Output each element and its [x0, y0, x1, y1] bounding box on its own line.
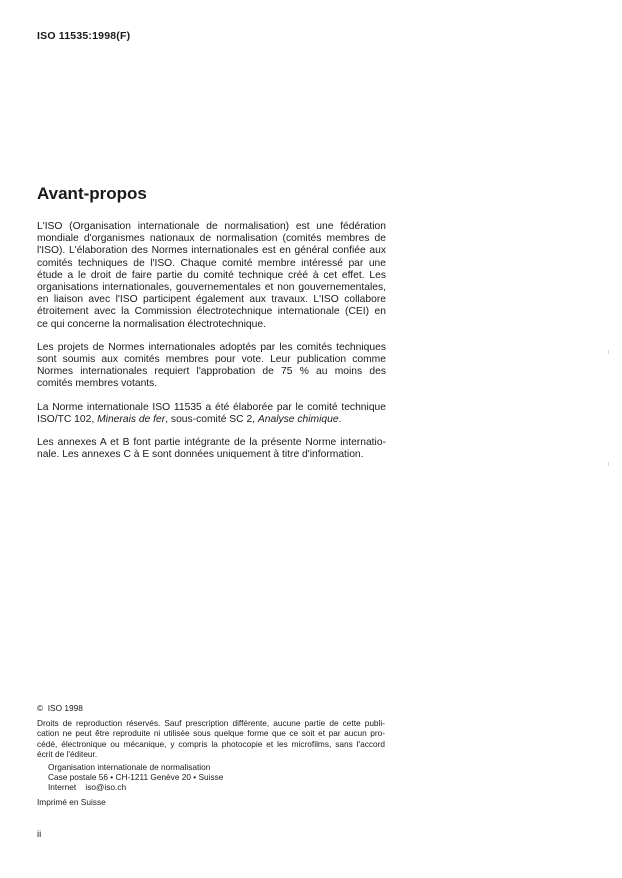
scan-speck [608, 350, 609, 354]
paragraph-committee [37, 402, 386, 426]
publisher-address [37, 762, 385, 793]
internet-contact [48, 782, 385, 792]
text-line: sont soumis aux comités membres pour vote. Leur publication comme [37, 354, 386, 366]
paragraph-annexes [37, 437, 386, 461]
scan-speck [608, 462, 609, 466]
text-line: nale. Les annexes C à E sont données uniquement à titre d'information. [37, 449, 364, 461]
text-line: L'ISO (Organisation internationale de normalisation) est une fédération [37, 221, 386, 232]
section-title: Avant-propos [37, 184, 147, 203]
text-line: La Norme internationale ISO 11535 a été élaborée par le comité technique [37, 401, 386, 413]
rights-line: écrit de l'éditeur. [37, 748, 98, 759]
italic-term: Analyse chimique [257, 413, 339, 425]
copyright-block [37, 703, 385, 807]
internet-email: iso@iso.ch [85, 782, 127, 793]
text-run: , sous-comité SC 2, [165, 413, 258, 425]
text-line: ce qui concerne la normalisation électrotechnique. [37, 318, 266, 330]
text-run: ISO/TC 102, [37, 413, 98, 425]
text-line [37, 414, 386, 426]
copyright-line [37, 703, 385, 713]
printed-in: Imprimé en Suisse [37, 796, 106, 807]
italic-term: Minerais de fer [97, 413, 166, 425]
paragraph-voting [37, 342, 386, 391]
text-line: étroitement avec la Commission électrotechnique internationale (CEI) en [37, 306, 386, 318]
text-line: organisations internationales, gouvernementales et non gouvernementales, [37, 282, 386, 294]
internet-label: Internet [48, 782, 77, 793]
text-line: Les annexes A et B font partie intégrante de la présente Norme internatio- [37, 437, 386, 449]
foreword-body [37, 221, 386, 472]
standard-reference: ISO 11535:1998(F) [37, 30, 131, 42]
paragraph-iso-description [37, 221, 386, 331]
text-line: mondiale d'organismes nationaux de normalisation (comités membres de [37, 233, 386, 245]
text-line: comités membres votants. [37, 378, 158, 390]
page-number: ii [37, 829, 42, 840]
organisation-name: Organisation internationale de normalisation [48, 762, 211, 773]
text-line: en liaison avec l'ISO participent également aux travaux. L'ISO collabore [37, 294, 386, 306]
rights-line: cation ne peut être reproduite ni utilisée sous quelque forme que ce soit et par aucun pro- [37, 728, 385, 739]
text-line: Les projets de Normes internationales adoptés par les comités techniques [37, 341, 386, 353]
text-line: l'ISO). L'élaboration des Normes internationales est en général confiée aux [37, 245, 386, 257]
rights-notice [37, 718, 385, 759]
text-line: Normes internationales requiert l'approbation de 75 % au moins des [37, 366, 386, 378]
postal-address: Case postale 56 • CH-1211 Genève 20 • Suisse [48, 772, 224, 783]
text-run: . [338, 413, 342, 425]
rights-line: Droits de reproduction réservés. Sauf prescription différente, aucune partie de cette publi- [37, 718, 385, 729]
text-line: étude a le droit de faire partie du comité technique créé à cet effet. Les [37, 269, 386, 281]
copyright-holder: ISO 1998 [47, 703, 83, 713]
text-line: comités techniques de l'ISO. Chaque comité membre intéressé par une [37, 257, 386, 269]
copyright-icon: © [37, 703, 44, 713]
rights-line: cédé, électronique ou mécanique, y compris la photocopie et les microfilms, sans l'accord [37, 738, 385, 749]
